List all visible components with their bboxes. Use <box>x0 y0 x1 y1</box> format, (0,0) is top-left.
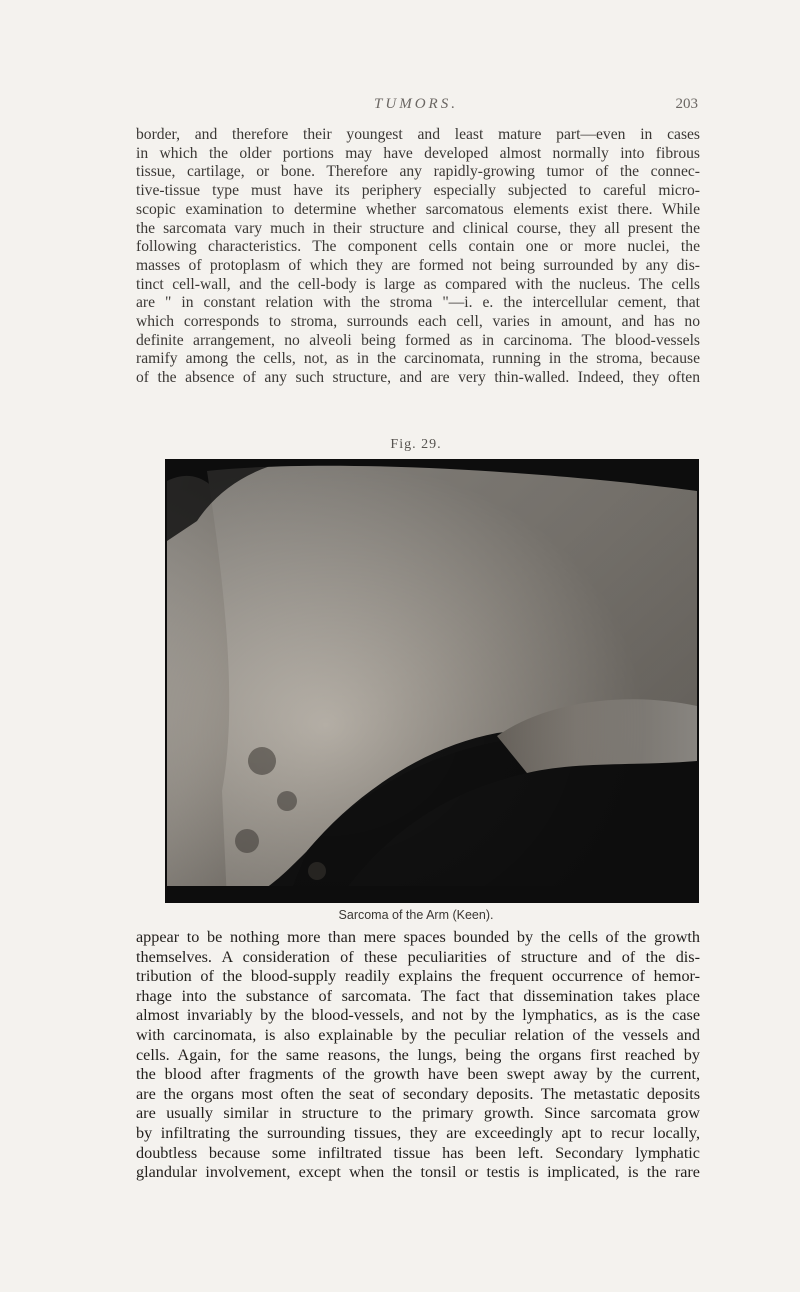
text-line: border, and therefore their youngest and least mature part—even in cases <box>136 126 700 143</box>
text-line: tive-tissue type must have its periphery especially subjected to careful micro- <box>136 182 700 200</box>
text-line: by infiltrating the surrounding tissues, they are exceedingly apt to recur locally, <box>136 1123 700 1142</box>
text-line: tribution of the blood-supply readily explains the frequent occurrence of hemor- <box>136 967 700 986</box>
text-line: tinct cell-wall, and the cell-body is large as compared with the nucleus. The cells <box>136 275 700 293</box>
text-line: rhage into the substance of sarcomata. The fact that dissemination takes place <box>136 986 700 1005</box>
text-line: the blood after fragments of the growth have been swept away by the current, <box>136 1065 700 1084</box>
figure-label: Fig. 29. <box>390 437 442 452</box>
figure-caption: Sarcoma of the Arm (Keen). <box>338 908 494 922</box>
paragraph-top <box>136 126 700 388</box>
text-line: in which the older portions may have developed almost normally into fibrous <box>136 144 700 162</box>
text-line: are the organs most often the seat of secondary deposits. The metastatic deposits <box>136 1084 700 1103</box>
text-line: doubtless because some infiltrated tissue has been left. Secondary lymphatic <box>136 1143 700 1162</box>
sarcoma-photograph <box>165 459 699 903</box>
text-line: of the absence of any such structure, and are very thin-walled. Indeed, they often <box>136 369 700 387</box>
text-line: with carcinomata, is also explainable by the peculiar relation of the vessels and <box>136 1025 700 1044</box>
paragraph-bottom <box>136 928 700 1183</box>
text-line: scopic examination to determine whether sarcomatous elements exist there. While <box>136 200 700 218</box>
text-line: almost invariably by the blood-vessels, and not by the lymphatics, as is the case <box>136 1006 700 1025</box>
arm-photo-illustration <box>167 461 697 901</box>
text-line: glandular involvement, except when the tonsil or testis is implicated, is the rare <box>136 1163 700 1182</box>
text-line: appear to be nothing more than mere spaces bounded by the cells of the growth <box>136 928 700 946</box>
text-line: following characteristics. The component cells contain one or more nuclei, the <box>136 238 700 256</box>
page-number: 203 <box>675 96 698 112</box>
text-line: are " in constant relation with the stroma "—i. e. the intercellular cement, that <box>136 294 700 312</box>
page-header <box>134 96 698 118</box>
text-line: cells. Again, for the same reasons, the lungs, being the organs first reached by <box>136 1045 700 1064</box>
running-title: TUMORS. <box>374 96 458 112</box>
text-line: which corresponds to stroma, surrounds each cell, varies in amount, and has no <box>136 313 700 331</box>
text-line: ramify among the cells, not, as in the carcinomata, running in the stroma, because <box>136 350 700 368</box>
text-line: masses of protoplasm of which they are formed not being surrounded by any dis- <box>136 256 700 274</box>
text-line: the sarcomata vary much in their structure and clinical course, they all present the <box>136 219 700 237</box>
text-line: themselves. A consideration of these peculiarities of structure and of the dis- <box>136 947 700 966</box>
text-line: are usually similar in structure to the primary growth. Since sarcomata grow <box>136 1104 700 1123</box>
text-line: definite arrangement, no alveoli being formed as in carcinoma. The blood-vessels <box>136 331 700 349</box>
text-line: tissue, cartilage, or bone. Therefore any rapidly-growing tumor of the connec- <box>136 163 700 181</box>
